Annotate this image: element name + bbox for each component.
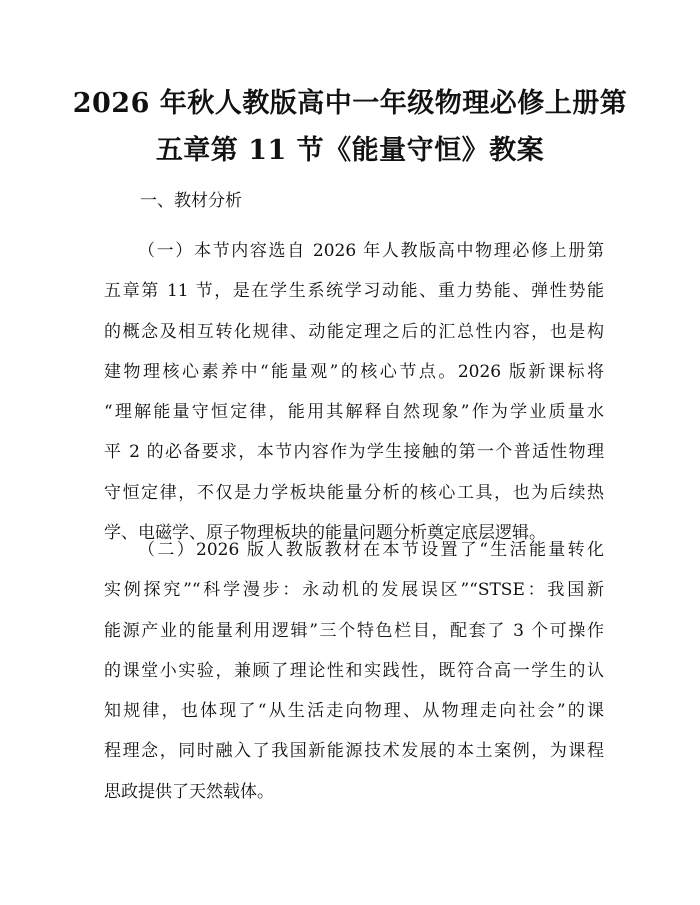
- section-heading: 一、教材分析: [140, 191, 242, 211]
- paragraph-line: 平 2 的必备要求，本节内容作为学生接触的第一个普适性物理: [104, 442, 604, 463]
- paragraph-line: 的课堂小实验，兼顾了理论性和实践性，既符合高一学生的认: [104, 660, 604, 681]
- paragraph-line: “理解能量守恒定律，能用其解释自然现象”作为学业质量水: [104, 402, 604, 423]
- paragraph-line: 的概念及相互转化规律、动能定理之后的汇总性内容，也是构: [104, 321, 604, 342]
- document-title-line-1: 2026 年秋人教版高中一年级物理必修上册第: [72, 88, 628, 119]
- paragraph-line: 建物理核心素养中“能量观”的核心节点。2026 版新课标将: [104, 361, 604, 382]
- paragraph-2: [104, 530, 604, 812]
- paragraph-line: 知规律，也体现了“从生活走向物理、从物理走向社会”的课: [104, 701, 604, 722]
- document-title-line-2: 五章第 11 节《能量守恒》教案: [155, 135, 545, 166]
- paragraph-1: [104, 231, 604, 553]
- paragraph-line: （一）本节内容选自 2026 年人教版高中物理必修上册第: [138, 241, 604, 261]
- paragraph-line: 能源产业的能量利用逻辑”三个特色栏目，配套了 3 个可操作: [104, 620, 604, 641]
- paragraph-line: 守恒定律，不仅是力学板块能量分析的核心工具，也为后续热: [104, 482, 604, 503]
- paragraph-line: （二）2026 版人教版教材在本节设置了“生活能量转化: [138, 540, 604, 560]
- paragraph-line: 思政提供了天然载体。: [104, 781, 274, 802]
- paragraph-line: 实例探究”“科学漫步：永动机的发展误区”“STSE：我国新: [104, 580, 604, 601]
- paragraph-line: 学、电磁学、原子物理板块的能量问题分析奠定底层逻辑。: [104, 523, 546, 544]
- paragraph-line: 五章第 11 节，是在学生系统学习动能、重力势能、弹性势能: [104, 281, 604, 302]
- paragraph-line: 程理念，同时融入了我国新能源技术发展的本土案例，为课程: [104, 741, 604, 762]
